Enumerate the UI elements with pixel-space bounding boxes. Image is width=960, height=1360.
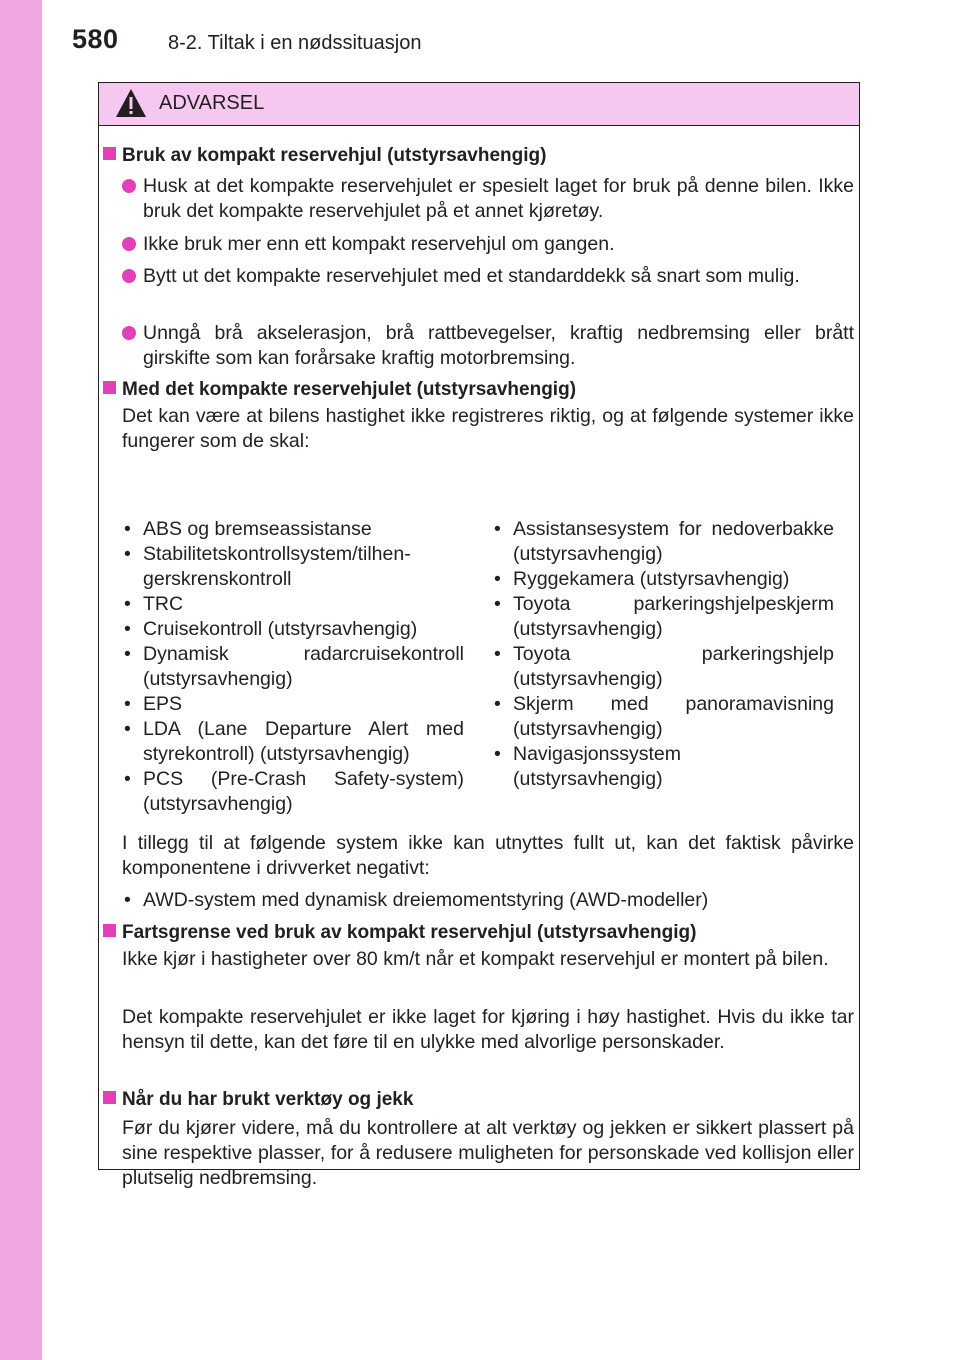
list-item: • Dynamisk radarcruisekontroll (utstyrsavhengig) [124,643,464,690]
paragraph: Før du kjører videre, må du kontrollere at alt verktøy og jekken er sikkert plassert på sine respektive plasser, for å redusere muligheten for personskade ved kollisjon eller plutselig nedbremsing. [122,1117,854,1189]
square-bullet-icon [103,381,116,394]
list-item: • Cruisekontroll (utstyrsavhengig) [124,618,418,640]
list-item: • Toyota parkeringshjelp (utstyrsavhengig) [494,643,834,690]
round-bullet-icon [122,179,136,193]
square-bullet-icon [103,1091,116,1104]
list-item: • Assistansesystem for nedoverbakke (utstyrsavhengig) [494,518,834,565]
paragraph: Det kan være at bilens hastighet ikke registreres riktig, og at følgende systemer ikke fungerer som de skal: [122,405,854,452]
paragraph: I tillegg til at følgende system ikke kan utnyttes fullt ut, kan det faktisk påvirke komponentene i drivverket negativt: [122,832,854,879]
section-heading: Fartsgrense ved bruk av kompakt reservehjul (utstyrsavhengig) [103,920,696,945]
paragraph: Det kompakte reservehjulet er ikke laget for kjøring i høy hastighet. Hvis du ikke tar hensyn til dette, kan det føre til en ulykke med alvorlige personskader. [122,1006,854,1053]
list-item: • Ryggekamera (utstyrsavhengig) [494,568,790,590]
list-item: • AWD-system med dynamisk dreiemomentstyring (AWD-modeller) [124,889,709,911]
warning-triangle-icon [115,88,147,118]
list-item: • TRC [124,593,184,615]
round-bullet-icon [122,269,136,283]
round-bullet-icon [122,237,136,251]
list-item: • Toyota parkeringshjelpeskjerm (utstyrsavhengig) [494,593,834,640]
list-item: Bytt ut det kompakte reservehjulet med et standarddekk så snart som mulig. [122,264,854,289]
list-item: Ikke bruk mer enn ett kompakt reservehjul om gangen. [122,232,854,257]
list-item: • Skjerm med panoramavisning (utstyrsavhengig) [494,693,834,740]
square-bullet-icon [103,924,116,937]
warning-title: ADVARSEL [159,92,265,114]
list-item: • ABS og bremseassistanse [124,518,372,540]
paragraph: Ikke kjør i hastigheter over 80 km/t når et kompakt reservehjul er montert på bilen. [122,948,829,970]
left-system-list [122,517,464,817]
section-heading: Når du har brukt verktøy og jekk [103,1087,413,1112]
right-system-list [492,517,834,792]
list-item: Husk at det kompakte reservehjulet er spesielt laget for bruk på denne bilen. Ikke bruk det kompakte reservehjulet på et annet kjøretøy. [122,174,854,224]
list-item: Unngå brå akselerasjon, brå rattbevegelser, kraftig nedbremsing eller brått girskifte som kan forårsake kraftig motorbremsing. [122,321,854,371]
section-title: 8-2. Tiltak i en nødssituasjon [168,32,422,54]
list-item: • Stabilitetskontrollsystem/tilhengerskrenskontroll [124,543,411,590]
list-item: • PCS (Pre-Crash Safety-system) (utstyrsavhengig) [124,768,464,815]
list-item: • EPS [124,693,183,715]
list-item: • Navigasjonssystem (utstyrsavhengig) [494,743,681,790]
section-heading: Bruk av kompakt reservehjul (utstyrsavhengig) [103,143,546,168]
warning-header [99,83,859,126]
side-tab-strip [0,0,42,1360]
square-bullet-icon [103,147,116,160]
round-bullet-icon [122,326,136,340]
warning-box [98,82,860,1189]
page-number: 580 [72,24,119,54]
list-item: • LDA (Lane Departure Alert med styrekontroll) (utstyrsavhengig) [124,718,464,765]
section-heading: Med det kompakte reservehjulet (utstyrsavhengig) [103,377,576,402]
